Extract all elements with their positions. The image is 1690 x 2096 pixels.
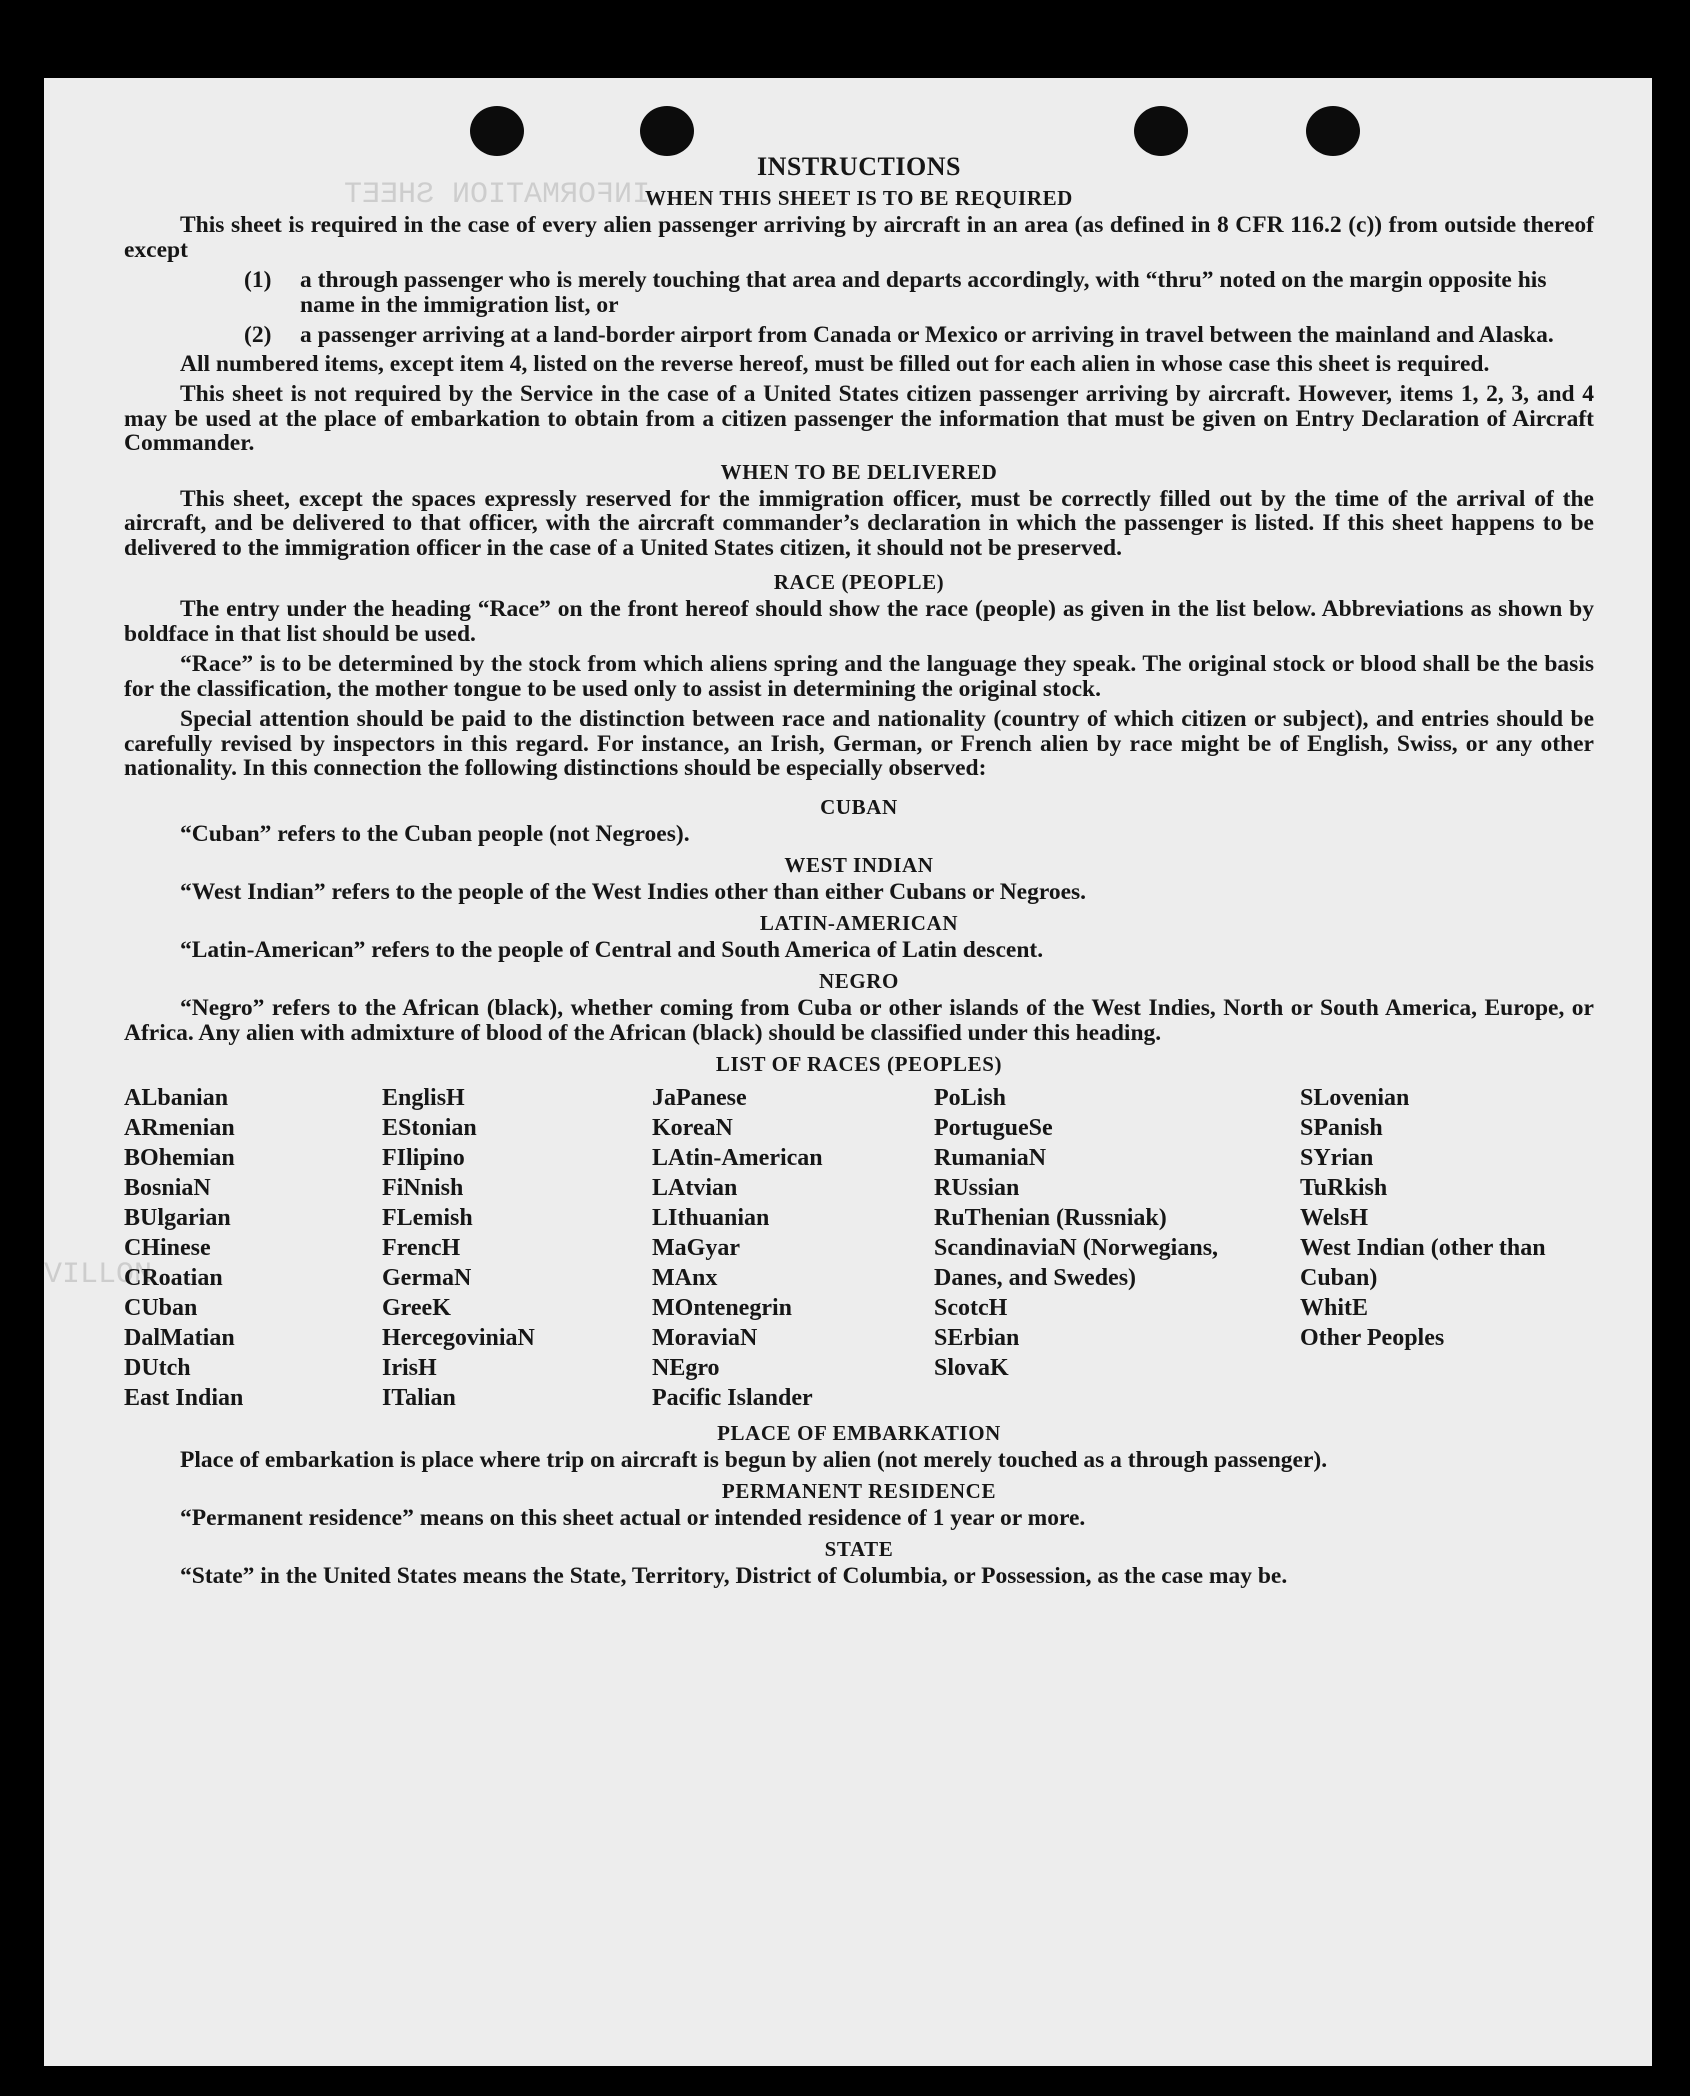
race-entry: ALbanian — [124, 1084, 229, 1111]
citizen-paragraph: This sheet is not required by the Service in the case of a United States citizen passenger arriving by aircraft. However, items 1, 2, 3, and 4 may be used at the place of embarkation to obtain from a citizen passenger the information that must be given on Entry Declaration of Aircraft Commander. — [124, 381, 1594, 456]
residence-heading: PERMANENT RESIDENCE — [721, 1478, 997, 1503]
document-page — [44, 78, 1652, 2066]
races-column — [382, 1083, 652, 1413]
negro-heading: NEGRO — [818, 968, 899, 993]
latin-american-heading: LATIN-AMERICAN — [759, 910, 959, 935]
race-entry: RUssian — [934, 1174, 1020, 1201]
exception-number: (2) — [244, 322, 272, 348]
race-entry: LAtin-American — [652, 1144, 823, 1171]
race-entry: SPanish — [1300, 1114, 1383, 1141]
instructions-title: INSTRUCTIONS — [757, 152, 961, 181]
races-column — [124, 1083, 382, 1413]
race-entry: FrencH — [382, 1234, 461, 1261]
exception-text: a through passenger who is merely touching that area and departs accordingly, with “thru” noted on the margin opposite his name in the immigration list, or — [300, 267, 1547, 318]
state-heading: STATE — [824, 1536, 894, 1561]
west-indian-definition: “West Indian” refers to the people of the West Indies other than either Cubans or Negroes. — [180, 878, 1087, 905]
race-entry: RumaniaN — [934, 1144, 1047, 1171]
race-entry: PortugueSe — [934, 1114, 1053, 1141]
embarkation-paragraph: Place of embarkation is place where trip on aircraft is begun by alien (not merely touched as a through passenger). — [180, 1446, 1328, 1473]
latin-american-definition: “Latin-American” refers to the people of Central and South America of Latin descent. — [180, 936, 1044, 963]
race-entry: West Indian (other than Cuban) — [1300, 1234, 1546, 1291]
race-entry: LIthuanian — [652, 1204, 770, 1231]
race-entry: ScotcH — [934, 1294, 1008, 1321]
required-intro: This sheet is required in the case of every alien passenger arriving by aircraft in an area (as defined in 8 CFR 116.2 (c)) from outside thereof except — [124, 212, 1594, 263]
residence-paragraph: “Permanent residence” means on this sheet actual or intended residence of 1 year or more. — [180, 1504, 1086, 1531]
cuban-definition: “Cuban” refers to the Cuban people (not Negroes). — [180, 820, 690, 847]
race-entry: SLovenian — [1300, 1084, 1410, 1111]
required-heading: WHEN THIS SHEET IS TO BE REQUIRED — [645, 186, 1073, 210]
race-entry: FiNnish — [382, 1174, 464, 1201]
race-paragraph-3: Special attention should be paid to the distinction between race and nationality (country of which citizen or subject), and entries should be carefully revised by inspectors in this regard. For instance, an Irish, German, or French alien by race might be of English, Swiss, or any other nationality. In this connection the following distinctions should be especially observed: — [124, 706, 1594, 781]
race-entry: MOntenegrin — [652, 1294, 792, 1321]
races-list — [124, 1083, 1594, 1413]
punch-hole-2 — [640, 106, 694, 156]
west-indian-heading: WEST INDIAN — [784, 852, 934, 877]
race-paragraph-1: The entry under the heading “Race” on the front hereof should show the race (people) as given in the list below. Abbreviations as shown by boldface in that list should be used. — [124, 596, 1594, 647]
delivered-heading: WHEN TO BE DELIVERED — [720, 459, 998, 484]
races-column — [1300, 1083, 1560, 1413]
exception-number: (1) — [244, 267, 272, 293]
race-entry: East Indian — [124, 1384, 244, 1411]
race-entry: MoraviaN — [652, 1324, 758, 1351]
punch-hole-4 — [1306, 106, 1360, 156]
race-entry: PoLish — [934, 1084, 1007, 1111]
races-column — [652, 1083, 934, 1413]
race-entry: SlovaK — [934, 1354, 1009, 1381]
race-entry: CHinese — [124, 1234, 211, 1261]
race-entry: ScandinaviaN (Norwegians, Danes, and Swedes) — [934, 1234, 1219, 1291]
race-entry: SErbian — [934, 1324, 1020, 1351]
instructions-content — [124, 152, 1594, 1595]
race-entry: EStonian — [382, 1114, 477, 1141]
cuban-heading: CUBAN — [820, 794, 898, 819]
races-column — [934, 1083, 1300, 1413]
race-heading: RACE (PEOPLE) — [773, 570, 945, 594]
race-entry: WelsH — [1300, 1204, 1369, 1231]
punch-hole-3 — [1134, 106, 1188, 156]
numbered-items-paragraph: All numbered items, except item 4, listed on the reverse hereof, must be filled out for each alien in whose case this sheet is required. — [180, 350, 1490, 377]
exception-item — [244, 268, 1594, 317]
state-paragraph: “State” in the United States means the State, Territory, District of Columbia, or Possession, as the case may be. — [180, 1562, 1288, 1589]
race-entry: NEgro — [652, 1354, 720, 1381]
race-entry: MAnx — [652, 1264, 718, 1291]
race-entry: KoreaN — [652, 1114, 733, 1141]
race-entry: Pacific Islander — [652, 1384, 813, 1411]
race-entry: CUban — [124, 1294, 198, 1321]
race-entry: FLemish — [382, 1204, 473, 1231]
race-entry: ARmenian — [124, 1114, 235, 1141]
race-entry: LAtvian — [652, 1174, 738, 1201]
negro-definition: “Negro” refers to the African (black), whether coming from Cuba or other islands of the West Indies, North or South America, Europe, or Africa. Any alien with admixture of blood of the African (black) should be classified under this heading. — [124, 994, 1594, 1046]
races-list-heading: LIST OF RACES (PEOPLES) — [715, 1051, 1003, 1076]
exception-text: a passenger arriving at a land-border airport from Canada or Mexico or arriving in travel between the mainland and Alaska. — [300, 322, 1554, 348]
race-entry: SYrian — [1300, 1144, 1374, 1171]
race-entry: BosniaN — [124, 1174, 211, 1201]
race-entry: DalMatian — [124, 1324, 235, 1351]
race-entry: Other Peoples — [1300, 1324, 1445, 1351]
race-entry: ITalian — [382, 1384, 456, 1411]
punch-hole-1 — [470, 106, 524, 156]
bleed-through-text: INFORMATION SHEET — [344, 178, 651, 212]
race-entry: JaPanese — [652, 1084, 747, 1111]
race-entry: BUlgarian — [124, 1204, 231, 1231]
race-entry: FIlipino — [382, 1144, 465, 1171]
race-entry: WhitE — [1300, 1294, 1369, 1321]
race-entry: GermaN — [382, 1264, 472, 1291]
delivered-paragraph: This sheet, except the spaces expressly reserved for the immigration officer, must be correctly filled out by the time of the arrival of the aircraft, and be delivered to that officer, with the aircraft commander’s declaration in which the passenger is listed. If this sheet happens to be delivered to the immigration officer in the case of a United States citizen, it should not be preserved. — [124, 485, 1594, 561]
race-entry: CRoatian — [124, 1264, 223, 1291]
exception-item — [244, 323, 1594, 348]
race-entry: HercegoviniaN — [382, 1324, 535, 1351]
race-entry: RuThenian (Russniak) — [934, 1204, 1167, 1231]
race-entry: EnglisH — [382, 1084, 465, 1111]
race-entry: DUtch — [124, 1354, 191, 1381]
bleed-through-text: VILLON — [44, 1258, 153, 1292]
race-entry: MaGyar — [652, 1234, 740, 1261]
race-entry: BOhemian — [124, 1144, 235, 1171]
race-entry: GreeK — [382, 1294, 451, 1321]
race-entry: TuRkish — [1300, 1174, 1388, 1201]
race-entry: IrisH — [382, 1354, 437, 1381]
embarkation-heading: PLACE OF EMBARKATION — [717, 1420, 1001, 1445]
race-paragraph-2: “Race” is to be determined by the stock from which aliens spring and the language they speak. The original stock or blood shall be the basis for the classification, the mother tongue to be used only to assist in determining the original stock. — [124, 651, 1594, 702]
